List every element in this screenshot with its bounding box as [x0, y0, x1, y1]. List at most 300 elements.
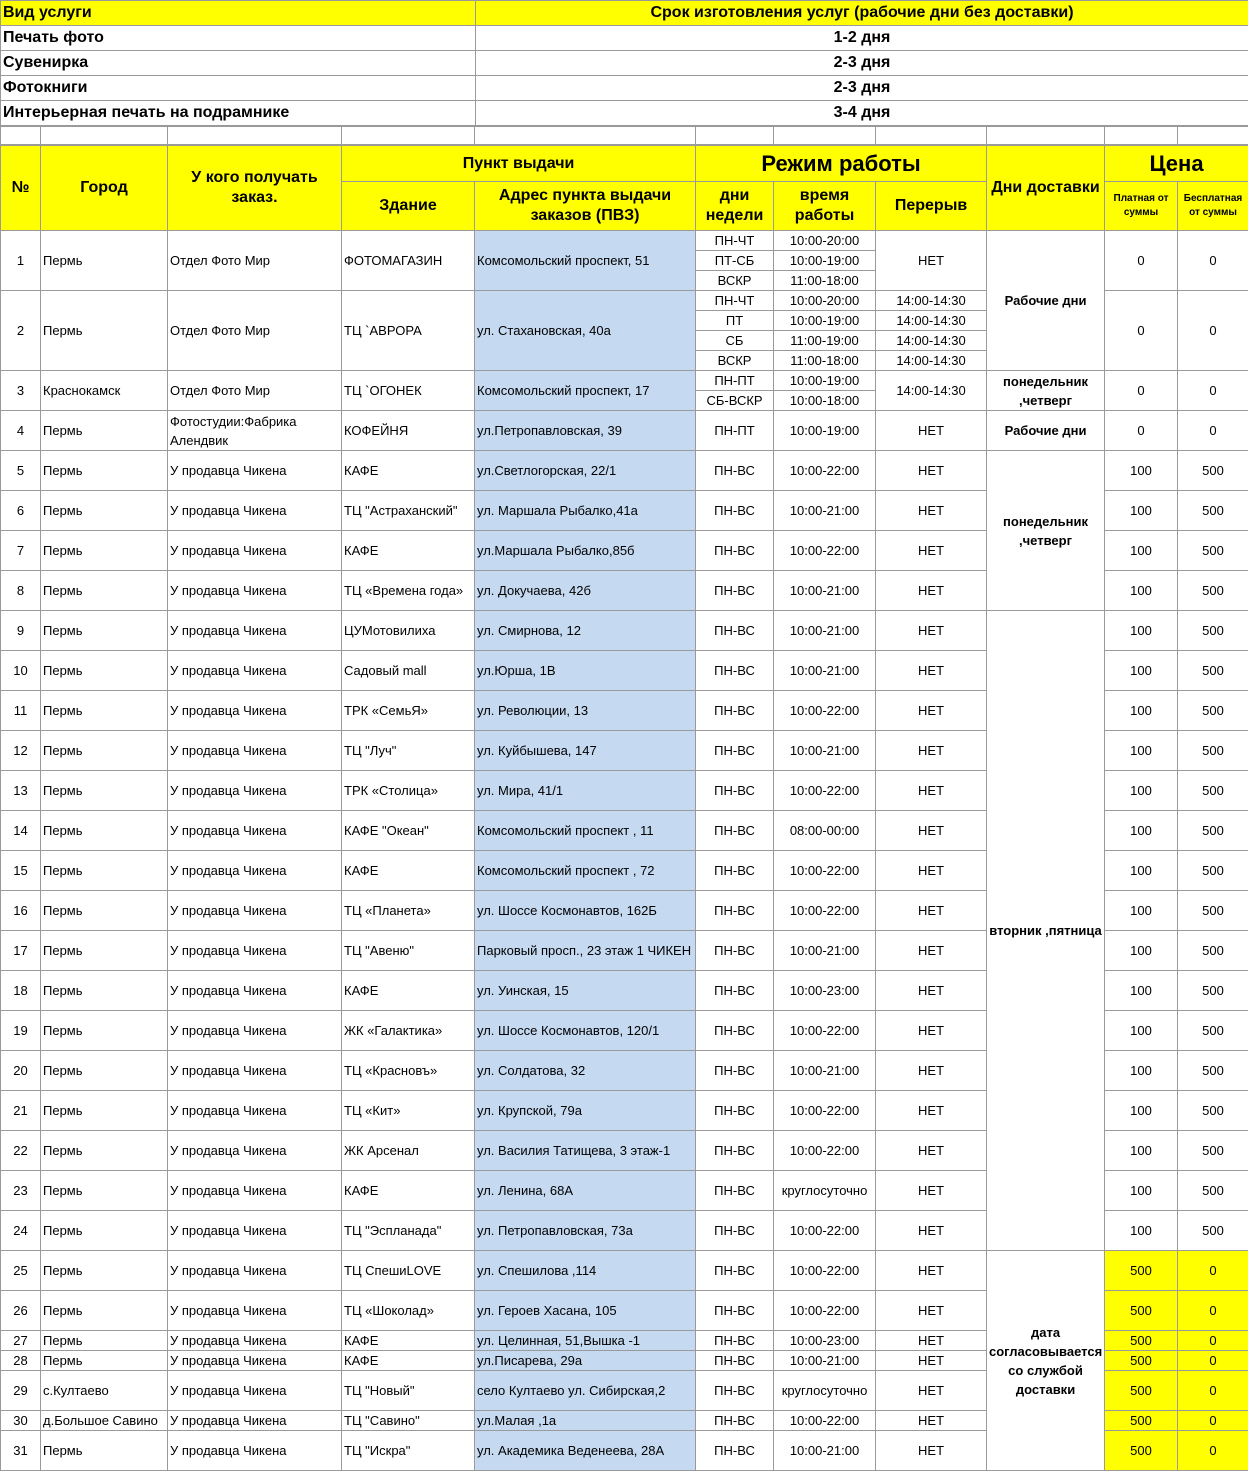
row-price-paid[interactable]: 100 [1105, 851, 1178, 891]
row-price-paid[interactable]: 100 [1105, 731, 1178, 771]
row-days[interactable]: ПН-ВС [696, 1251, 774, 1291]
row-price-free[interactable]: 500 [1178, 1091, 1248, 1131]
row-building[interactable]: ЖК «Галактика» [342, 1011, 475, 1051]
row-break[interactable]: НЕТ [876, 1091, 987, 1131]
row-days[interactable]: ПН-ВС [696, 1431, 774, 1471]
row-days[interactable]: ПН-ВС [696, 731, 774, 771]
row-days[interactable]: ВСКР [696, 351, 774, 371]
row-time[interactable]: 10:00-22:00 [774, 1251, 876, 1291]
services-header-term[interactable]: Срок изготовления услуг (рабочие дни без доставки) [476, 1, 1248, 26]
header-delivery-days[interactable]: Дни доставки [987, 146, 1105, 231]
row-receiver[interactable]: У продавца Чикена [168, 1331, 342, 1351]
service-term[interactable]: 2-3 дня [476, 76, 1248, 101]
row-price-paid[interactable]: 0 [1105, 411, 1178, 451]
row-price-paid[interactable]: 100 [1105, 691, 1178, 731]
row-price-paid[interactable]: 100 [1105, 491, 1178, 531]
row-building[interactable]: ЦУМотовилиха [342, 611, 475, 651]
row-receiver[interactable]: У продавца Чикена [168, 931, 342, 971]
row-building[interactable]: ТЦ «Красновъ» [342, 1051, 475, 1091]
row-time[interactable]: 10:00-22:00 [774, 691, 876, 731]
row-days[interactable]: ПН-ВС [696, 691, 774, 731]
row-num[interactable]: 10 [1, 651, 41, 691]
row-city[interactable]: Пермь [41, 231, 168, 291]
row-time[interactable]: 10:00-20:00 [774, 231, 876, 251]
row-building[interactable]: ТЦ `ОГОНЕК [342, 371, 475, 411]
row-time[interactable]: 10:00-20:00 [774, 291, 876, 311]
row-city[interactable]: Пермь [41, 811, 168, 851]
row-receiver[interactable]: У продавца Чикена [168, 531, 342, 571]
row-building[interactable]: КОФЕЙНЯ [342, 411, 475, 451]
service-name[interactable]: Печать фото [1, 26, 476, 51]
row-days[interactable]: ПН-ВС [696, 531, 774, 571]
row-price-paid[interactable]: 100 [1105, 1171, 1178, 1211]
row-days[interactable]: ПН-ВС [696, 451, 774, 491]
row-days[interactable]: ПН-ВС [696, 1331, 774, 1351]
row-num[interactable]: 2 [1, 291, 41, 371]
row-break[interactable]: НЕТ [876, 891, 987, 931]
row-time[interactable]: 11:00-19:00 [774, 331, 876, 351]
row-num[interactable]: 25 [1, 1251, 41, 1291]
row-price-paid[interactable]: 100 [1105, 811, 1178, 851]
row-num[interactable]: 29 [1, 1371, 41, 1411]
row-price-free[interactable]: 500 [1178, 1211, 1248, 1251]
row-address[interactable]: ул. Маршала Рыбалко,41а [475, 491, 696, 531]
delivery-days-group[interactable]: дата согласовывается со службой доставки [987, 1251, 1105, 1471]
row-price-free[interactable]: 0 [1178, 1371, 1248, 1411]
services-header-type[interactable]: Вид услуги [1, 1, 476, 26]
row-building[interactable]: ЖК Арсенал [342, 1131, 475, 1171]
row-address[interactable]: ул. Крупской, 79а [475, 1091, 696, 1131]
row-num[interactable]: 19 [1, 1011, 41, 1051]
row-address[interactable]: ул.Писарева, 29а [475, 1351, 696, 1371]
row-price-free[interactable]: 0 [1178, 371, 1248, 411]
delivery-days-group[interactable]: понедельник ,четверг [987, 371, 1105, 411]
row-building[interactable]: ТЦ `АВРОРА [342, 291, 475, 371]
row-building[interactable]: ТЦ СпешиLOVE [342, 1251, 475, 1291]
row-num[interactable]: 18 [1, 971, 41, 1011]
row-address[interactable]: ул. Василия Татищева, 3 этаж-1 [475, 1131, 696, 1171]
row-num[interactable]: 1 [1, 231, 41, 291]
row-address[interactable]: ул. Смирнова, 12 [475, 611, 696, 651]
row-time[interactable]: круглосуточно [774, 1371, 876, 1411]
row-address[interactable]: ул. Академика Веденеева, 28А [475, 1431, 696, 1471]
row-days[interactable]: ПН-ВС [696, 771, 774, 811]
row-break[interactable]: НЕТ [876, 731, 987, 771]
row-receiver[interactable]: У продавца Чикена [168, 1351, 342, 1371]
row-city[interactable]: Пермь [41, 931, 168, 971]
row-city[interactable]: Пермь [41, 571, 168, 611]
delivery-days-group[interactable]: Рабочие дни [987, 411, 1105, 451]
row-num[interactable]: 17 [1, 931, 41, 971]
row-num[interactable]: 22 [1, 1131, 41, 1171]
row-break[interactable]: НЕТ [876, 851, 987, 891]
row-break[interactable]: НЕТ [876, 411, 987, 451]
row-num[interactable]: 20 [1, 1051, 41, 1091]
row-price-free[interactable]: 0 [1178, 1331, 1248, 1351]
header-days[interactable]: дни недели [696, 182, 774, 231]
row-building[interactable]: ТРК «Столица» [342, 771, 475, 811]
row-num[interactable]: 3 [1, 371, 41, 411]
row-receiver[interactable]: У продавца Чикена [168, 651, 342, 691]
row-days[interactable]: ПН-ВС [696, 851, 774, 891]
row-city[interactable]: Пермь [41, 1011, 168, 1051]
delivery-days-group[interactable]: Рабочие дни [987, 231, 1105, 371]
row-time[interactable]: 10:00-22:00 [774, 1131, 876, 1171]
row-receiver[interactable]: У продавца Чикена [168, 1371, 342, 1411]
row-price-free[interactable]: 0 [1178, 291, 1248, 371]
row-price-free[interactable]: 500 [1178, 771, 1248, 811]
row-address[interactable]: ул. Петропавловская, 73а [475, 1211, 696, 1251]
row-address[interactable]: ул. Солдатова, 32 [475, 1051, 696, 1091]
row-building[interactable]: ТЦ "Новый" [342, 1371, 475, 1411]
row-building[interactable]: КАФЕ [342, 1171, 475, 1211]
row-building[interactable]: ТЦ «Времена года» [342, 571, 475, 611]
header-receiver[interactable]: У кого получать заказ. [168, 146, 342, 231]
service-name[interactable]: Сувенирка [1, 51, 476, 76]
row-city[interactable]: Пермь [41, 291, 168, 371]
row-time[interactable]: 10:00-19:00 [774, 411, 876, 451]
row-num[interactable]: 12 [1, 731, 41, 771]
row-break[interactable]: НЕТ [876, 1431, 987, 1471]
row-price-paid[interactable]: 500 [1105, 1411, 1178, 1431]
row-address[interactable]: ул. Целинная, 51,Вышка -1 [475, 1331, 696, 1351]
row-receiver[interactable]: У продавца Чикена [168, 1011, 342, 1051]
row-days[interactable]: ПН-ЧТ [696, 291, 774, 311]
row-num[interactable]: 6 [1, 491, 41, 531]
row-price-paid[interactable]: 500 [1105, 1251, 1178, 1291]
row-break[interactable]: 14:00-14:30 [876, 291, 987, 311]
row-time[interactable]: 10:00-18:00 [774, 391, 876, 411]
header-price-paid[interactable]: Платная от суммы [1105, 182, 1178, 231]
row-price-paid[interactable]: 100 [1105, 571, 1178, 611]
row-price-paid[interactable]: 100 [1105, 451, 1178, 491]
row-break[interactable]: 14:00-14:30 [876, 371, 987, 411]
row-address[interactable]: ул. Шоссе Космонавтов, 120/1 [475, 1011, 696, 1051]
row-days[interactable]: ПН-ВС [696, 1131, 774, 1171]
row-building[interactable]: ТЦ "Астраханский" [342, 491, 475, 531]
row-receiver[interactable]: У продавца Чикена [168, 1091, 342, 1131]
row-building[interactable]: КАФЕ [342, 1331, 475, 1351]
row-price-paid[interactable]: 100 [1105, 1011, 1178, 1051]
row-receiver[interactable]: У продавца Чикена [168, 771, 342, 811]
row-num[interactable]: 23 [1, 1171, 41, 1211]
row-city[interactable]: Пермь [41, 971, 168, 1011]
row-break[interactable]: НЕТ [876, 1251, 987, 1291]
row-price-paid[interactable]: 500 [1105, 1331, 1178, 1351]
row-time[interactable]: 08:00-00:00 [774, 811, 876, 851]
row-days[interactable]: ПН-ВС [696, 1291, 774, 1331]
row-address[interactable]: Комсомольский проспект , 72 [475, 851, 696, 891]
row-address[interactable]: ул. Героев Хасана, 105 [475, 1291, 696, 1331]
row-price-paid[interactable]: 100 [1105, 1131, 1178, 1171]
row-price-free[interactable]: 500 [1178, 691, 1248, 731]
row-price-free[interactable]: 500 [1178, 451, 1248, 491]
row-days[interactable]: ПН-ВС [696, 1091, 774, 1131]
service-term[interactable]: 3-4 дня [476, 101, 1248, 126]
header-city[interactable]: Город [41, 146, 168, 231]
row-days[interactable]: ПН-ВС [696, 1171, 774, 1211]
row-city[interactable]: Пермь [41, 1331, 168, 1351]
row-city[interactable]: Пермь [41, 1091, 168, 1131]
row-city[interactable]: Пермь [41, 1351, 168, 1371]
row-days[interactable]: ВСКР [696, 271, 774, 291]
row-building[interactable]: ТЦ "Савино" [342, 1411, 475, 1431]
row-price-free[interactable]: 500 [1178, 731, 1248, 771]
service-term[interactable]: 2-3 дня [476, 51, 1248, 76]
row-city[interactable]: Пермь [41, 491, 168, 531]
row-time[interactable]: 11:00-18:00 [774, 271, 876, 291]
header-pickup-point[interactable]: Пункт выдачи [342, 146, 696, 182]
row-time[interactable]: 10:00-21:00 [774, 651, 876, 691]
row-address[interactable]: ул.Маршала Рыбалко,85б [475, 531, 696, 571]
service-term[interactable]: 1-2 дня [476, 26, 1248, 51]
row-break[interactable]: НЕТ [876, 1411, 987, 1431]
row-address[interactable]: ул.Юрша, 1В [475, 651, 696, 691]
row-price-paid[interactable]: 500 [1105, 1371, 1178, 1411]
row-days[interactable]: ПН-ВС [696, 651, 774, 691]
delivery-days-group[interactable]: понедельник ,четверг [987, 451, 1105, 611]
row-days[interactable]: ПН-ВС [696, 611, 774, 651]
row-break[interactable]: НЕТ [876, 1011, 987, 1051]
row-address[interactable]: ул. Спешилова ,114 [475, 1251, 696, 1291]
row-city[interactable]: д.Большое Савино [41, 1411, 168, 1431]
row-time[interactable]: 10:00-23:00 [774, 971, 876, 1011]
header-time[interactable]: время работы [774, 182, 876, 231]
row-days[interactable]: ПН-ВС [696, 1351, 774, 1371]
row-price-paid[interactable]: 100 [1105, 971, 1178, 1011]
row-time[interactable]: 10:00-22:00 [774, 1211, 876, 1251]
row-address[interactable]: ул. Революции, 13 [475, 691, 696, 731]
row-num[interactable]: 24 [1, 1211, 41, 1251]
row-building[interactable]: КАФЕ [342, 531, 475, 571]
row-price-free[interactable]: 0 [1178, 1251, 1248, 1291]
row-break[interactable]: НЕТ [876, 771, 987, 811]
row-num[interactable]: 21 [1, 1091, 41, 1131]
row-price-free[interactable]: 500 [1178, 1051, 1248, 1091]
row-price-free[interactable]: 500 [1178, 1011, 1248, 1051]
row-price-paid[interactable]: 500 [1105, 1431, 1178, 1471]
row-address[interactable]: Комсомольский проспект, 51 [475, 231, 696, 291]
row-building[interactable]: ТЦ «Шоколад» [342, 1291, 475, 1331]
row-time[interactable]: 10:00-21:00 [774, 491, 876, 531]
row-break[interactable]: НЕТ [876, 231, 987, 291]
header-building[interactable]: Здание [342, 182, 475, 231]
row-address[interactable]: ул.Малая ,1а [475, 1411, 696, 1431]
row-address[interactable]: ул. Куйбышева, 147 [475, 731, 696, 771]
row-price-paid[interactable]: 100 [1105, 611, 1178, 651]
row-city[interactable]: Пермь [41, 1171, 168, 1211]
row-receiver[interactable]: Отдел Фото Мир [168, 231, 342, 291]
row-city[interactable]: Пермь [41, 1131, 168, 1171]
row-city[interactable]: Пермь [41, 1431, 168, 1471]
row-address[interactable]: Комсомольский проспект, 17 [475, 371, 696, 411]
row-price-free[interactable]: 500 [1178, 1171, 1248, 1211]
row-num[interactable]: 8 [1, 571, 41, 611]
header-schedule[interactable]: Режим работы [696, 146, 987, 182]
row-address[interactable]: ул. Докучаева, 42б [475, 571, 696, 611]
row-price-free[interactable]: 500 [1178, 931, 1248, 971]
row-price-paid[interactable]: 100 [1105, 1211, 1178, 1251]
row-num[interactable]: 28 [1, 1351, 41, 1371]
row-time[interactable]: 10:00-23:00 [774, 1331, 876, 1351]
row-time[interactable]: 10:00-21:00 [774, 611, 876, 651]
row-city[interactable]: Краснокамск [41, 371, 168, 411]
row-break[interactable]: НЕТ [876, 1291, 987, 1331]
row-city[interactable]: Пермь [41, 451, 168, 491]
row-num[interactable]: 13 [1, 771, 41, 811]
row-receiver[interactable]: У продавца Чикена [168, 491, 342, 531]
delivery-days-group[interactable]: вторник ,пятница [987, 611, 1105, 1251]
row-days[interactable]: СБ [696, 331, 774, 351]
row-days[interactable]: СБ-ВСКР [696, 391, 774, 411]
row-city[interactable]: с.Култаево [41, 1371, 168, 1411]
row-building[interactable]: ТЦ "Эспланада" [342, 1211, 475, 1251]
row-receiver[interactable]: У продавца Чикена [168, 1171, 342, 1211]
row-price-free[interactable]: 500 [1178, 1131, 1248, 1171]
row-price-free[interactable]: 0 [1178, 1411, 1248, 1431]
header-price-free[interactable]: Бесплатная от суммы [1178, 182, 1248, 231]
row-price-paid[interactable]: 100 [1105, 891, 1178, 931]
row-price-free[interactable]: 500 [1178, 491, 1248, 531]
row-receiver[interactable]: Отдел Фото Мир [168, 371, 342, 411]
row-receiver[interactable]: У продавца Чикена [168, 451, 342, 491]
row-break[interactable]: НЕТ [876, 531, 987, 571]
row-break[interactable]: НЕТ [876, 1331, 987, 1351]
row-city[interactable]: Пермь [41, 1211, 168, 1251]
row-city[interactable]: Пермь [41, 1251, 168, 1291]
header-num[interactable]: № [1, 146, 41, 231]
row-time[interactable]: 10:00-21:00 [774, 1431, 876, 1471]
row-num[interactable]: 27 [1, 1331, 41, 1351]
row-price-paid[interactable]: 100 [1105, 651, 1178, 691]
row-time[interactable]: 10:00-22:00 [774, 531, 876, 571]
row-building[interactable]: КАФЕ [342, 851, 475, 891]
row-days[interactable]: ПН-ВС [696, 1051, 774, 1091]
row-price-paid[interactable]: 0 [1105, 231, 1178, 291]
row-break[interactable]: 14:00-14:30 [876, 351, 987, 371]
row-address[interactable]: Парковый просп., 23 этаж 1 ЧИКЕН [475, 931, 696, 971]
row-time[interactable]: 10:00-21:00 [774, 1051, 876, 1091]
row-break[interactable]: НЕТ [876, 1371, 987, 1411]
row-days[interactable]: ПН-ВС [696, 971, 774, 1011]
row-days[interactable]: ПН-ВС [696, 1411, 774, 1431]
row-city[interactable]: Пермь [41, 611, 168, 651]
row-price-free[interactable]: 500 [1178, 571, 1248, 611]
row-num[interactable]: 4 [1, 411, 41, 451]
row-break[interactable]: НЕТ [876, 1351, 987, 1371]
row-break[interactable]: 14:00-14:30 [876, 311, 987, 331]
row-time[interactable]: 10:00-22:00 [774, 771, 876, 811]
row-break[interactable]: НЕТ [876, 571, 987, 611]
row-days[interactable]: ПТ [696, 311, 774, 331]
row-price-paid[interactable]: 0 [1105, 371, 1178, 411]
row-address[interactable]: ул. Шоссе Космонавтов, 162Б [475, 891, 696, 931]
row-city[interactable]: Пермь [41, 651, 168, 691]
row-break[interactable]: НЕТ [876, 651, 987, 691]
row-receiver[interactable]: У продавца Чикена [168, 971, 342, 1011]
row-num[interactable]: 31 [1, 1431, 41, 1471]
row-building[interactable]: Садовый mall [342, 651, 475, 691]
row-receiver[interactable]: У продавца Чикена [168, 891, 342, 931]
row-receiver[interactable]: Отдел Фото Мир [168, 291, 342, 371]
row-num[interactable]: 5 [1, 451, 41, 491]
row-building[interactable]: ФОТОМАГАЗИН [342, 231, 475, 291]
row-city[interactable]: Пермь [41, 771, 168, 811]
row-building[interactable]: ТЦ "Луч" [342, 731, 475, 771]
row-break[interactable]: НЕТ [876, 1171, 987, 1211]
row-time[interactable]: 10:00-22:00 [774, 851, 876, 891]
row-price-paid[interactable]: 100 [1105, 1051, 1178, 1091]
row-days[interactable]: ПН-ВС [696, 571, 774, 611]
header-address[interactable]: Адрес пункта выдачи заказов (ПВЗ) [475, 182, 696, 231]
row-break[interactable]: НЕТ [876, 971, 987, 1011]
row-building[interactable]: ТЦ «Кит» [342, 1091, 475, 1131]
row-address[interactable]: ул. Стахановская, 40а [475, 291, 696, 371]
row-city[interactable]: Пермь [41, 531, 168, 571]
row-price-free[interactable]: 500 [1178, 811, 1248, 851]
row-price-free[interactable]: 500 [1178, 531, 1248, 571]
row-price-paid[interactable]: 0 [1105, 291, 1178, 371]
row-address[interactable]: Комсомольский проспект , 11 [475, 811, 696, 851]
row-break[interactable]: НЕТ [876, 491, 987, 531]
row-break[interactable]: НЕТ [876, 1211, 987, 1251]
row-building[interactable]: КАФЕ "Океан" [342, 811, 475, 851]
row-price-free[interactable]: 500 [1178, 611, 1248, 651]
row-time[interactable]: 10:00-19:00 [774, 371, 876, 391]
row-break[interactable]: НЕТ [876, 611, 987, 651]
row-time[interactable]: 10:00-19:00 [774, 251, 876, 271]
service-name[interactable]: Фотокниги [1, 76, 476, 101]
row-days[interactable]: ПН-ВС [696, 891, 774, 931]
row-time[interactable]: 10:00-21:00 [774, 931, 876, 971]
row-days[interactable]: ПН-ВС [696, 931, 774, 971]
row-building[interactable]: ТРК «СемьЯ» [342, 691, 475, 731]
row-address[interactable]: ул. Ленина, 68А [475, 1171, 696, 1211]
header-price[interactable]: Цена [1105, 146, 1248, 182]
row-num[interactable]: 7 [1, 531, 41, 571]
row-price-free[interactable]: 0 [1178, 1431, 1248, 1471]
row-time[interactable]: 10:00-19:00 [774, 311, 876, 331]
row-price-paid[interactable]: 500 [1105, 1291, 1178, 1331]
row-price-free[interactable]: 0 [1178, 411, 1248, 451]
row-days[interactable]: ПН-ВС [696, 811, 774, 851]
row-break[interactable]: НЕТ [876, 1051, 987, 1091]
row-num[interactable]: 14 [1, 811, 41, 851]
row-address[interactable]: ул. Уинская, 15 [475, 971, 696, 1011]
row-receiver[interactable]: У продавца Чикена [168, 611, 342, 651]
row-receiver[interactable]: У продавца Чикена [168, 571, 342, 611]
row-days[interactable]: ПН-ВС [696, 1371, 774, 1411]
row-building[interactable]: ТЦ «Планета» [342, 891, 475, 931]
row-address[interactable]: ул.Светлогорская, 22/1 [475, 451, 696, 491]
row-price-free[interactable]: 0 [1178, 1351, 1248, 1371]
row-city[interactable]: Пермь [41, 1051, 168, 1091]
row-receiver[interactable]: У продавца Чикена [168, 851, 342, 891]
row-time[interactable]: 10:00-21:00 [774, 731, 876, 771]
row-num[interactable]: 15 [1, 851, 41, 891]
row-receiver[interactable]: У продавца Чикена [168, 1131, 342, 1171]
row-receiver[interactable]: У продавца Чикена [168, 811, 342, 851]
row-time[interactable]: 10:00-22:00 [774, 451, 876, 491]
row-price-free[interactable]: 0 [1178, 1291, 1248, 1331]
row-receiver[interactable]: У продавца Чикена [168, 691, 342, 731]
row-building[interactable]: КАФЕ [342, 451, 475, 491]
row-time[interactable]: 10:00-22:00 [774, 891, 876, 931]
row-price-paid[interactable]: 100 [1105, 931, 1178, 971]
row-time[interactable]: круглосуточно [774, 1171, 876, 1211]
row-time[interactable]: 11:00-18:00 [774, 351, 876, 371]
row-num[interactable]: 30 [1, 1411, 41, 1431]
